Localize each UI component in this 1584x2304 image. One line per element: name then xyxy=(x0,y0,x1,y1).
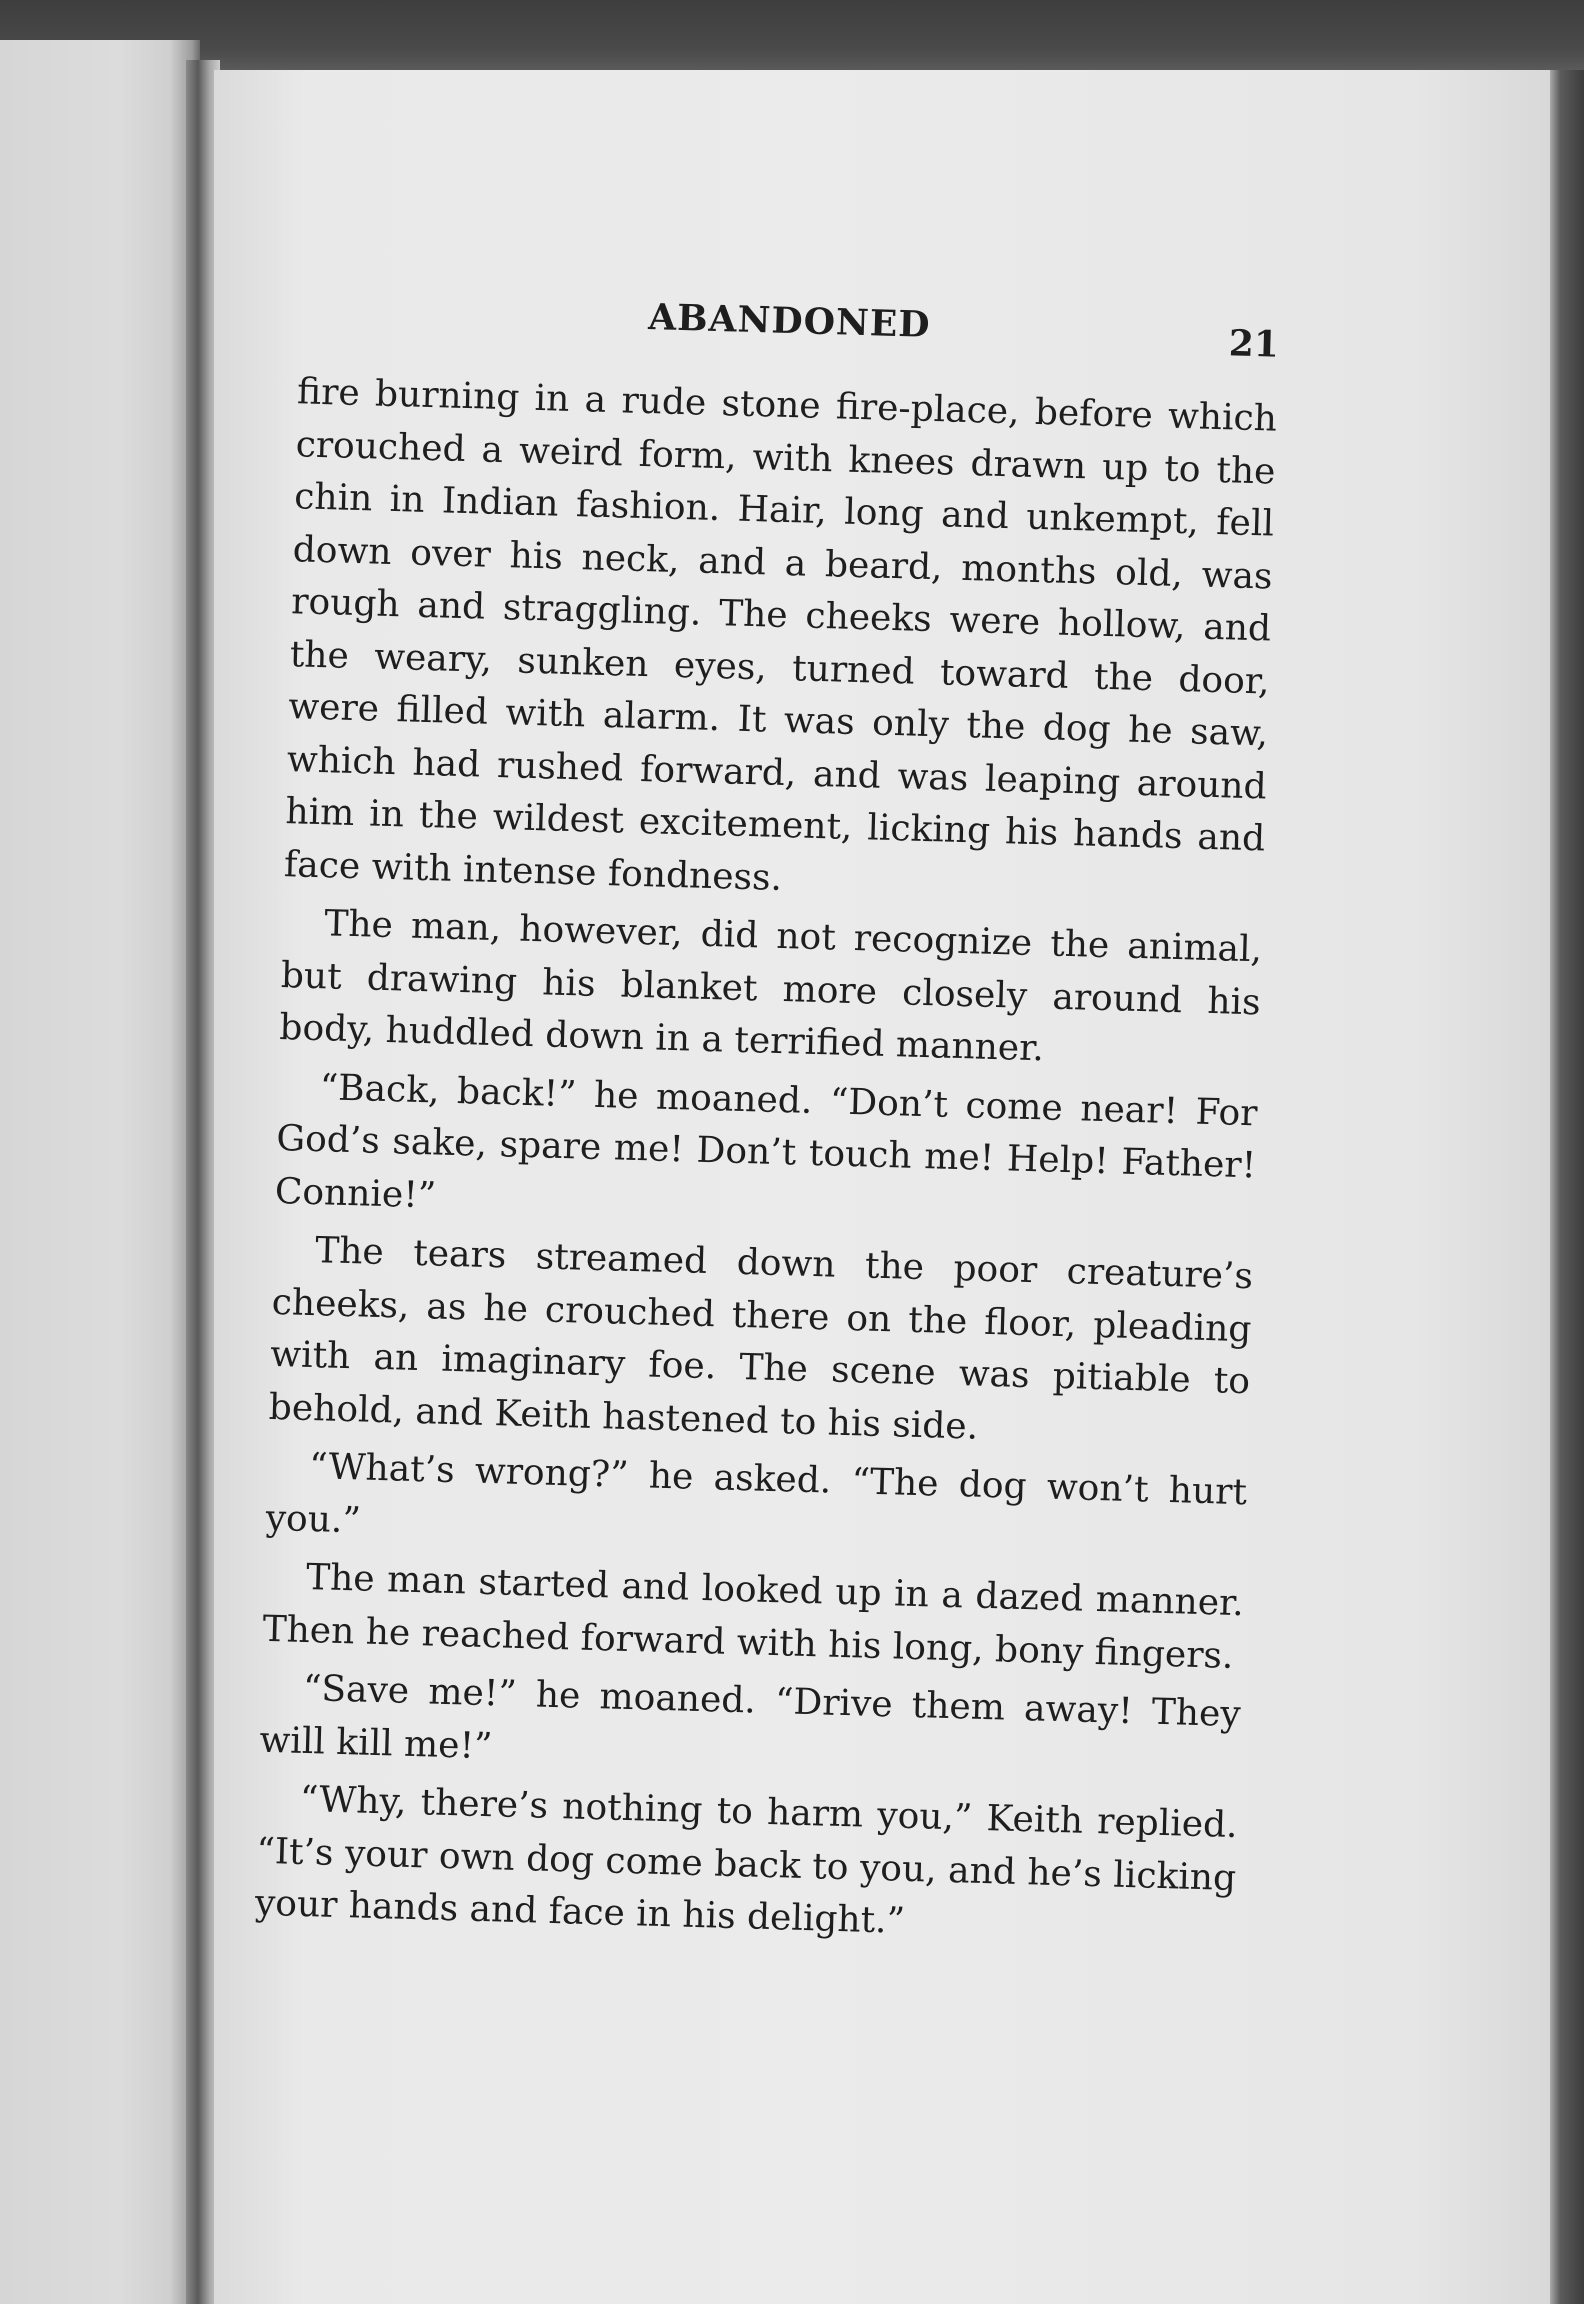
page-edge-shadow xyxy=(1550,70,1584,2304)
paragraph: fire burning in a rude stone fire-place, before which crouched a weird form, with knees drawn up to the chin in Indian fashion. Hair, long and unkempt, fell down over his neck, and a beard, months old, was rough and straggling. The cheeks were hollow, and the weary, sunken eyes, turned toward the door, were filled with alarm. It was only the dog he saw, which had rushed forward, and was leaping around him in the wildest excitement, licking his hands and face with intense fondness. xyxy=(283,371,1278,899)
paragraph: The man, however, did not recognize the animal, but drawing his blanket more closely around his body, huddled down in a terrified manner. xyxy=(278,903,1263,1070)
paragraph: “Why, there’s nothing to harm you,” Keith replied. “It’s your own dog come back to you, and he’s licking your hands and face in his delight.” xyxy=(254,1778,1239,1942)
body-text xyxy=(254,366,1277,1957)
paragraph: “Back, back!” he moaned. “Don’t come near! For God’s sake, spare me! Don’t touch me! Help! Father! Connie!” xyxy=(274,1066,1259,1216)
paragraph: “What’s wrong?” he asked. “The dog won’t hurt you.” xyxy=(265,1446,1248,1541)
facing-page-edge xyxy=(0,40,200,2304)
paragraph: “Save me!” he moaned. “Drive them away! They will kill me!” xyxy=(259,1667,1242,1767)
running-head: ABANDONED xyxy=(647,296,932,346)
page-number: 21 xyxy=(1228,322,1280,366)
page-content xyxy=(254,286,1280,1957)
paragraph: The tears streamed down the poor creature’s cheeks, as he crouched there on the floor, pleading with an imaginary foe. The scene was pitiable to behold, and Keith hastened to his side. xyxy=(268,1230,1254,1448)
paragraph: The man started and looked up in a dazed manner. Then he reached forward with his long, bony fingers. xyxy=(262,1556,1245,1677)
